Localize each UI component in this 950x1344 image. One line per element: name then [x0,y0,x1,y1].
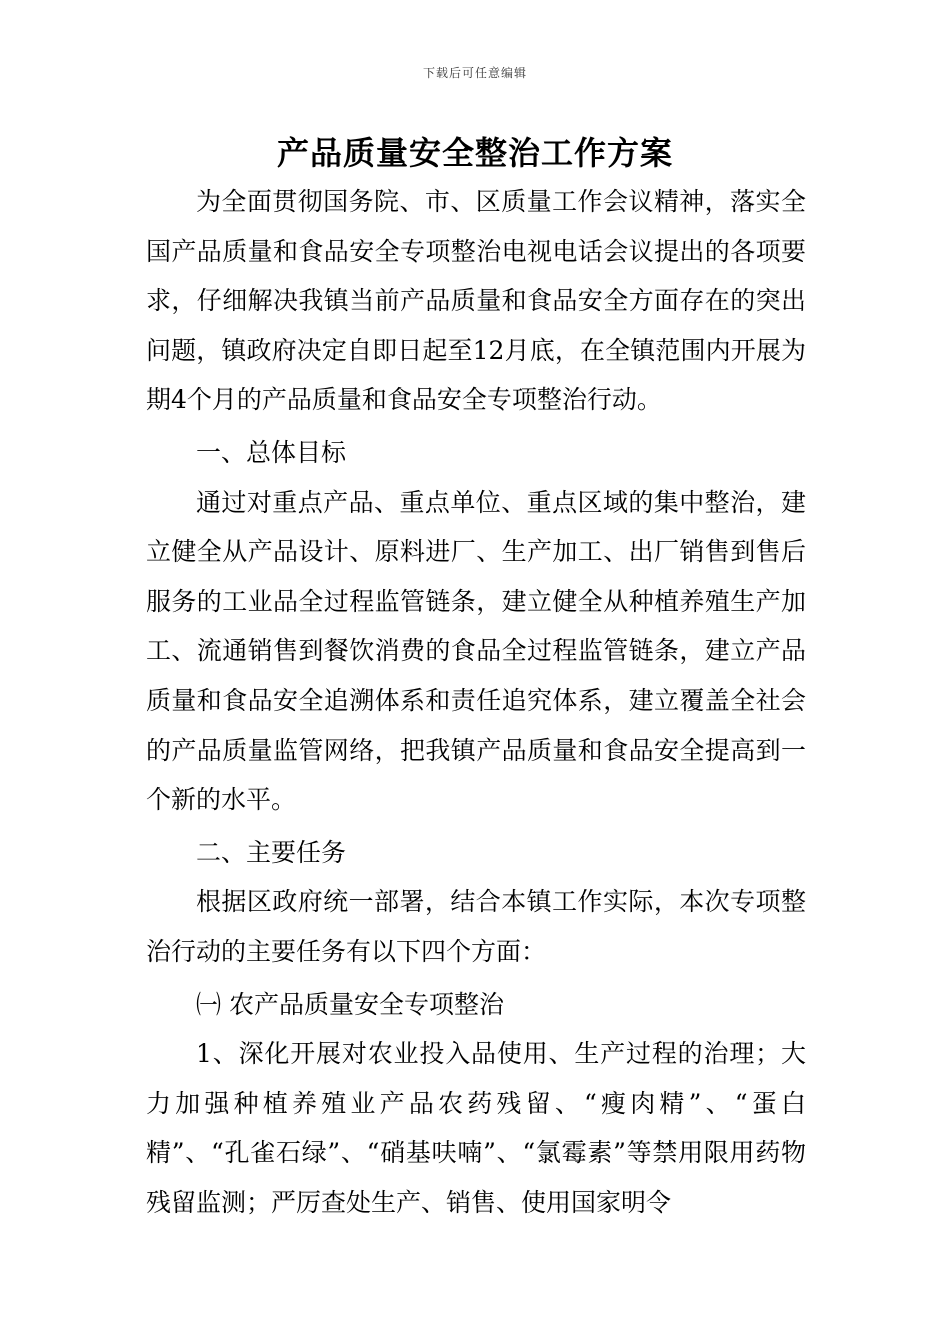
tasks-intro-paragraph: 根据区政府统一部署，结合本镇工作实际，本次专项整治行动的主要任务有以下四个方面： [146,887,806,966]
intro-paragraph: 为全面贯彻国务院、市、区质量工作会议精神，落实全国产品质量和食品安全专项整治电视电话会议提出的各项要求，仔细解决我镇当前产品质量和食品安全方面存在的突出问题，镇政府决定自即日起至12月底，在全镇范围内开展为期4个月的产品质量和食品安全专项整治行动。 [146,187,806,415]
document-title: 产品质量安全整治工作方案 [276,134,673,172]
section-heading-main-tasks: 二、主要任务 [196,837,347,867]
header-note: 下载后可任意编辑 [422,66,527,80]
section-heading-overall-goal: 一、总体目标 [196,437,347,467]
document-body [146,177,806,1227]
subsection-heading-agricultural: ㈠ 农产品质量安全专项整治 [196,989,504,1019]
task-item-1-paragraph: 1、深化开展对农业投入品使用、生产过程的治理；大力加强种植养殖业产品农药残留、“瘦肉精”、“蛋白精”、“孔雀石绿”、“硝基呋喃”、“氯霉素”等禁用限用药物残留监测；严厉查处生产、销售、使用国家明令 [146,1039,806,1217]
goal-paragraph: 通过对重点产品、重点单位、重点区域的集中整治，建立健全从产品设计、原料进厂、生产加工、出厂销售到售后服务的工业品全过程监管链条，建立健全从种植养殖生产加工、流通销售到餐饮消费的食品全过程监管链条，建立产品质量和食品安全追溯体系和责任追究体系，建立覆盖全社会的产品质量监管网络，把我镇产品质量和食品安全提高到一个新的水平。 [146,487,806,815]
